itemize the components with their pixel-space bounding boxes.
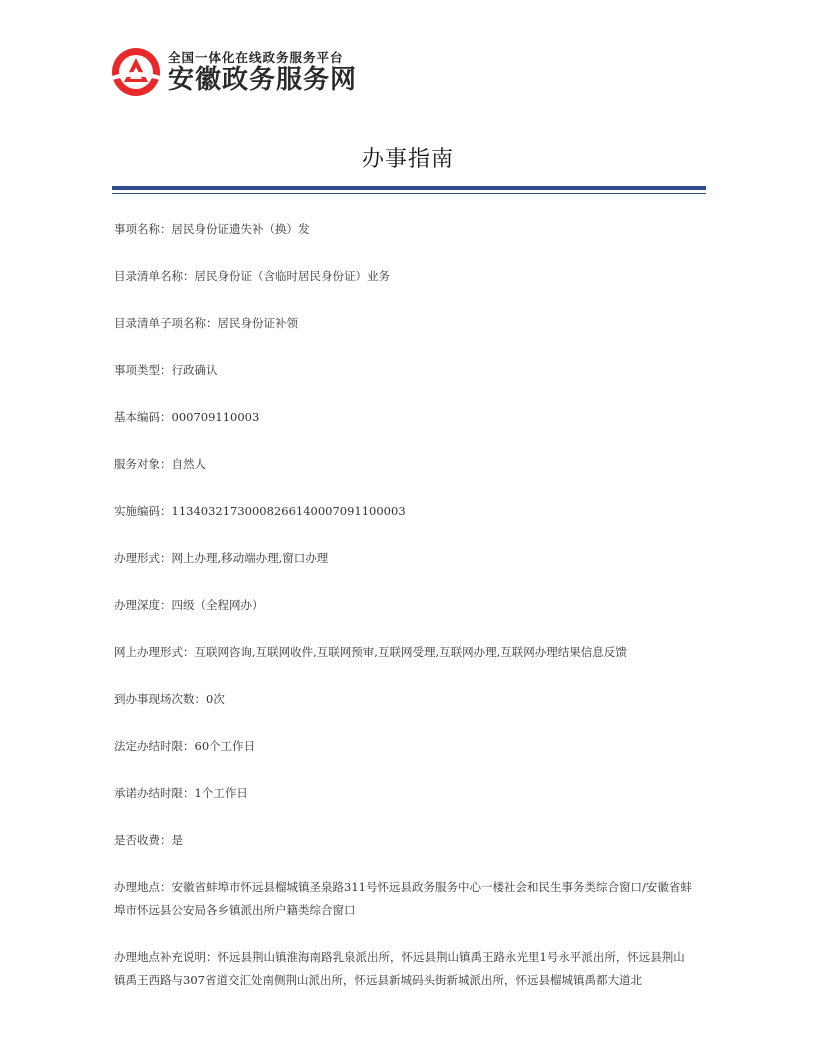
field-label: 事项名称： — [114, 222, 172, 236]
field-value: 居民身份证遗失补（换）发 — [171, 222, 310, 236]
field-value: 0次 — [206, 692, 225, 706]
field-value: 四级（全程网办） — [171, 598, 264, 612]
field-location-notes — [114, 946, 694, 992]
field-label: 实施编码： — [114, 504, 172, 518]
field-online-handling-form — [114, 641, 694, 664]
field-value: 1个工作日 — [194, 786, 248, 800]
field-implementation-code — [114, 500, 694, 523]
brand-name: 安徽政务服务网 — [168, 64, 358, 95]
field-label: 服务对象： — [114, 457, 172, 471]
field-label: 是否收费： — [114, 833, 172, 847]
site-header — [110, 46, 357, 98]
field-item-name — [114, 218, 694, 241]
field-label: 承诺办结时限： — [114, 786, 195, 800]
field-catalog-name — [114, 265, 694, 288]
field-label: 基本编码： — [114, 410, 172, 424]
field-label: 办理地点补充说明： — [114, 950, 218, 964]
field-value: 网上办理,移动端办理,窗口办理 — [171, 551, 329, 565]
field-value: 互联网咨询,互联网收件,互联网预审,互联网受理,互联网办理,互联网办理结果信息反馈 — [194, 645, 627, 659]
field-label: 网上办理形式： — [114, 645, 195, 659]
field-handling-location — [114, 876, 694, 922]
field-value: 60个工作日 — [194, 739, 256, 753]
field-label: 办理形式： — [114, 551, 172, 565]
title-divider-thin — [112, 193, 706, 194]
field-catalog-subitem — [114, 312, 694, 335]
field-legal-time-limit — [114, 735, 694, 758]
title-divider-thick — [112, 186, 706, 190]
field-fee-charged — [114, 829, 694, 852]
brand-text — [168, 50, 357, 95]
field-value: 居民身份证（含临时居民身份证）业务 — [194, 269, 390, 283]
field-value: 是 — [171, 833, 183, 847]
field-handling-depth — [114, 594, 694, 617]
field-onsite-visits — [114, 688, 694, 711]
field-item-type — [114, 359, 694, 382]
anhui-gov-service-logo-icon — [110, 46, 162, 98]
field-label: 到办事现场次数： — [114, 692, 206, 706]
field-value: 安徽省蚌埠市怀远县榴城镇圣泉路311号怀远县政务服务中心一楼社会和民生事务类综合窗口/安徽省蚌埠市怀远县公安局各乡镇派出所户籍类综合窗口 — [114, 880, 692, 917]
field-label: 事项类型： — [114, 363, 172, 377]
field-value: 000709110003 — [171, 410, 260, 424]
field-label: 办理深度： — [114, 598, 172, 612]
field-service-target — [114, 453, 694, 476]
field-basic-code — [114, 406, 694, 429]
field-value: 行政确认 — [171, 363, 218, 377]
brand-subtitle: 全国一体化在线政务服务平台 — [168, 49, 344, 65]
field-value: 居民身份证补领 — [217, 316, 298, 330]
page-title: 办事指南 — [361, 147, 454, 172]
field-handling-form — [114, 547, 694, 570]
field-promised-time-limit — [114, 782, 694, 805]
field-label: 法定办结时限： — [114, 739, 195, 753]
field-label: 目录清单名称： — [114, 269, 195, 283]
field-label: 办理地点： — [114, 880, 172, 894]
field-value: 11340321730008266140007091100003 — [171, 504, 406, 518]
field-label: 目录清单子项名称： — [114, 316, 218, 330]
field-value: 自然人 — [171, 457, 206, 471]
field-value: 怀远县荆山镇淮海南路乳泉派出所，怀远县荆山镇禹王路永光里1号永平派出所，怀远县荆山镇禹王西路与307省道交汇处南侧荆山派出所，怀远县新城码头街新城派出所，怀远县榴城镇禹都大道北 — [114, 950, 685, 987]
